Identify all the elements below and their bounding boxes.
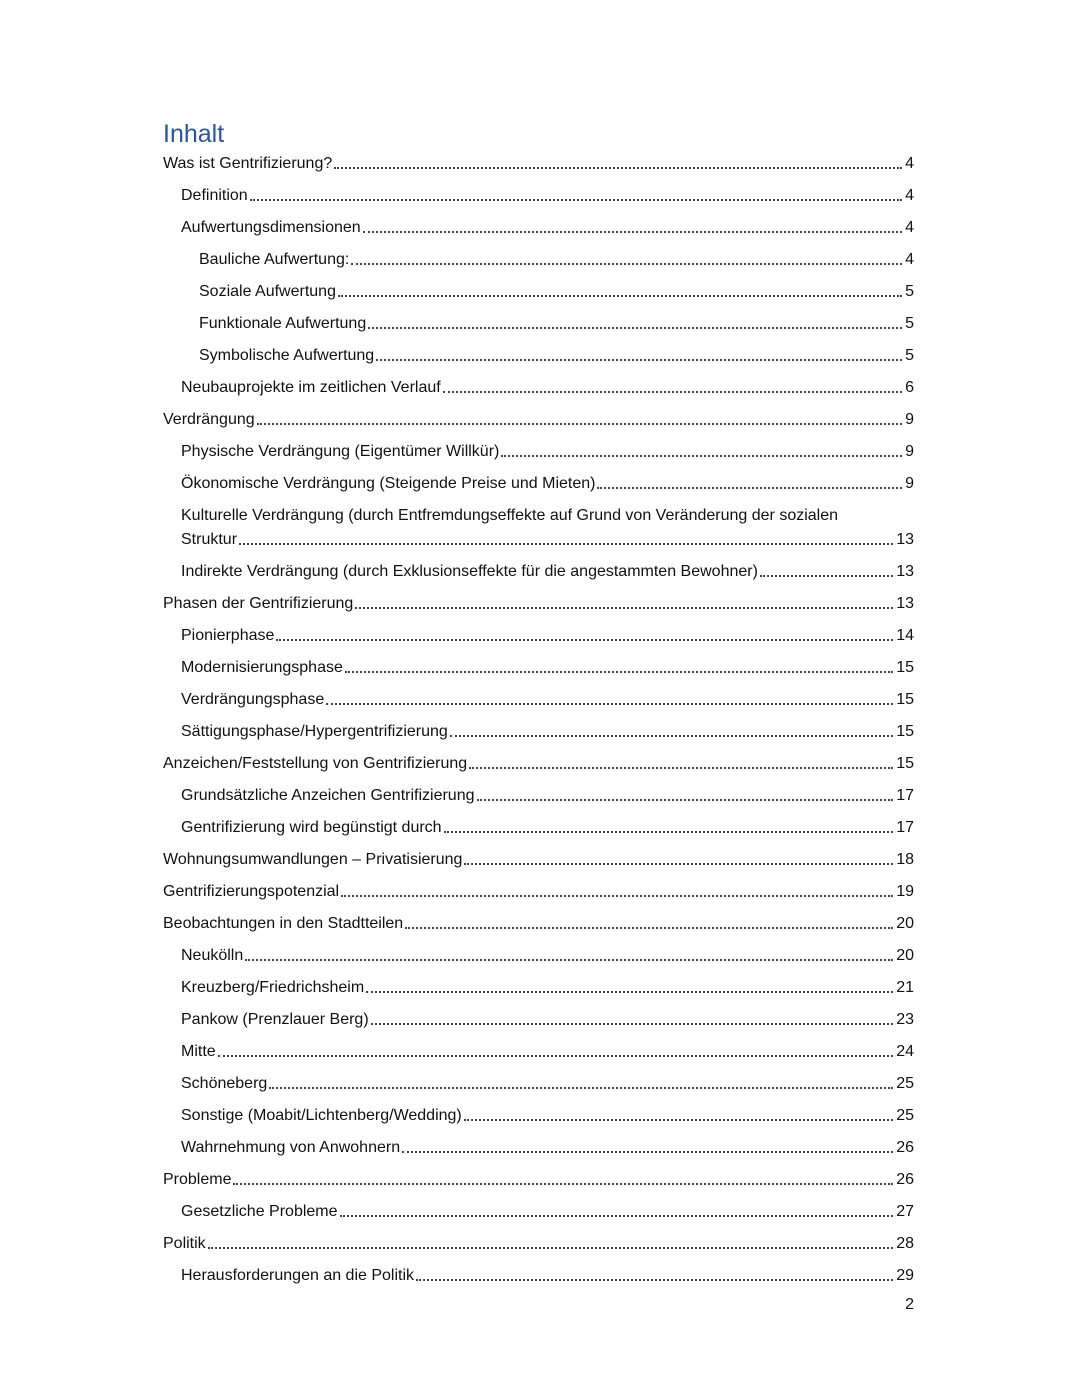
- toc-leader-dots: [326, 703, 893, 705]
- toc-entry[interactable]: [181, 1137, 914, 1159]
- toc-entry-page: 29: [896, 1267, 914, 1284]
- toc-entry-title: Mitte: [181, 1043, 216, 1060]
- toc-entry-title: Politik: [163, 1235, 206, 1252]
- toc-entry-page: 21: [896, 979, 914, 996]
- toc-entry-page: 15: [896, 691, 914, 708]
- toc-entry-page: 28: [896, 1235, 914, 1252]
- toc-leader-dots: [501, 455, 902, 457]
- toc-entry-title: Pionierphase: [181, 627, 275, 644]
- toc-entry[interactable]: [181, 185, 914, 207]
- toc-entry-page: 26: [896, 1171, 914, 1188]
- toc-entry[interactable]: [181, 473, 914, 495]
- toc-leader-dots: [355, 607, 893, 609]
- toc-leader-dots: [269, 1087, 893, 1089]
- toc-entry-title: Wohnungsumwandlungen – Privatisierung: [163, 851, 463, 868]
- toc-leader-dots: [208, 1247, 894, 1249]
- toc-entry-page: 27: [896, 1203, 914, 1220]
- toc-entry-page: 5: [905, 315, 914, 332]
- toc-entry-page: 17: [896, 819, 914, 836]
- toc-entry[interactable]: [163, 881, 914, 903]
- toc-entry-page: 4: [905, 219, 914, 236]
- toc-entry-title: Funktionale Aufwertung: [199, 315, 367, 332]
- toc-entry-title: Wahrnehmung von Anwohnern: [181, 1139, 401, 1156]
- toc-entry[interactable]: [181, 785, 914, 807]
- toc-entry-title: Beobachtungen in den Stadtteilen: [163, 915, 404, 932]
- toc-entry-title: Neubauprojekte im zeitlichen Verlauf: [181, 379, 441, 396]
- toc-leader-dots: [363, 231, 902, 233]
- toc-entry-title: Bauliche Aufwertung:: [199, 251, 350, 268]
- toc-entry[interactable]: [163, 753, 914, 775]
- toc-leader-dots: [469, 767, 893, 769]
- toc-entry-title: Indirekte Verdrängung (durch Exklusionseffekte für die angestammten Bewohner): [181, 563, 758, 580]
- toc-entry-page: 25: [896, 1107, 914, 1124]
- toc-leader-dots: [345, 671, 893, 673]
- toc-entry-title: Verdrängung: [163, 411, 255, 428]
- toc-entry[interactable]: [181, 817, 914, 839]
- toc-entry[interactable]: [181, 977, 914, 999]
- toc-entry[interactable]: [181, 217, 914, 239]
- toc-entry-page: 5: [905, 347, 914, 364]
- toc-entry-page: 15: [896, 659, 914, 676]
- toc-entry-title: Modernisierungsphase: [181, 659, 343, 676]
- toc-leader-dots: [760, 575, 893, 577]
- toc-leader-dots: [464, 1119, 893, 1121]
- toc-entry[interactable]: [181, 721, 914, 743]
- toc-entry-title: Verdrängungsphase: [181, 691, 325, 708]
- toc-entry-title: Soziale Aufwertung: [199, 283, 336, 300]
- toc-entry[interactable]: [163, 409, 914, 431]
- toc-entry[interactable]: [181, 625, 914, 647]
- toc-leader-dots: [477, 799, 894, 801]
- toc-entry-page: 20: [896, 947, 914, 964]
- toc-leader-dots: [276, 639, 893, 641]
- page-number: 2: [905, 1296, 914, 1313]
- toc-entry-page: 19: [896, 883, 914, 900]
- toc-entry[interactable]: [181, 1041, 914, 1063]
- toc-entry-page: 13: [896, 531, 914, 548]
- toc-entry[interactable]: [181, 1265, 914, 1287]
- toc-leader-dots: [245, 959, 893, 961]
- toc-entry[interactable]: [181, 1009, 914, 1031]
- toc-entry-page: 4: [905, 155, 914, 172]
- toc-entry-page: 13: [896, 595, 914, 612]
- toc-entry-page: 9: [905, 475, 914, 492]
- toc-leader-dots: [338, 295, 902, 297]
- toc-entry[interactable]: [163, 1169, 914, 1191]
- toc-entry-page: 24: [896, 1043, 914, 1060]
- toc-entry-page: 6: [905, 379, 914, 396]
- toc-leader-dots: [444, 831, 894, 833]
- toc-leader-dots: [464, 863, 893, 865]
- toc-leader-dots: [218, 1055, 894, 1057]
- toc-entry-page: 26: [896, 1139, 914, 1156]
- toc-entry-title: Herausforderungen an die Politik: [181, 1267, 415, 1284]
- toc-entry-title: Physische Verdrängung (Eigentümer Willkür): [181, 443, 500, 460]
- toc-entry[interactable]: [181, 945, 914, 967]
- toc-leader-dots: [239, 543, 893, 545]
- toc-entry[interactable]: [163, 593, 914, 615]
- toc-entry[interactable]: [163, 1233, 914, 1255]
- toc-entry-title: Grundsätzliche Anzeichen Gentrifizierung: [181, 787, 475, 804]
- toc-leader-dots: [233, 1183, 893, 1185]
- toc-entry-title: Symbolische Aufwertung: [199, 347, 375, 364]
- toc-entry-page: 20: [896, 915, 914, 932]
- toc-leader-dots: [450, 735, 893, 737]
- toc-entry[interactable]: [163, 849, 914, 871]
- toc-leader-dots: [368, 327, 902, 329]
- toc-entry-title: Neukölln: [181, 947, 244, 964]
- toc-entry[interactable]: [199, 249, 914, 271]
- toc-leader-dots: [597, 487, 902, 489]
- toc-entry-title: Sättigungsphase/Hypergentrifizierung: [181, 723, 448, 740]
- toc-entry[interactable]: [199, 345, 914, 367]
- toc-entry-page: 13: [896, 563, 914, 580]
- toc-leader-dots: [376, 359, 902, 361]
- toc-leader-dots: [351, 263, 902, 265]
- toc-entry[interactable]: [181, 1201, 914, 1223]
- toc-entry-title: Pankow (Prenzlauer Berg): [181, 1011, 369, 1028]
- toc-entry-page: 15: [896, 723, 914, 740]
- toc-entry-title: Anzeichen/Feststellung von Gentrifizierung: [163, 755, 468, 772]
- toc-entry[interactable]: [181, 657, 914, 679]
- toc-leader-dots: [366, 991, 893, 993]
- toc-entry-page: 18: [896, 851, 914, 868]
- toc-entry-title: Gesetzliche Probleme: [181, 1203, 338, 1220]
- toc-entry-page: 14: [896, 627, 914, 644]
- toc-entry-title: Gentrifizierung wird begünstigt durch: [181, 819, 442, 836]
- toc-entry-title: Gentrifizierungspotenzial: [163, 883, 340, 900]
- toc-entry[interactable]: [181, 1073, 914, 1095]
- toc-entry-title: Probleme: [163, 1171, 232, 1188]
- toc-entry-page: 4: [905, 251, 914, 268]
- toc-entry-page: 5: [905, 283, 914, 300]
- toc-entry[interactable]: [181, 377, 914, 399]
- toc-entry-title-line1[interactable]: Kulturelle Verdrängung (durch Entfremdungseffekte auf Grund von Veränderung der sozialen: [181, 507, 839, 524]
- toc-leader-dots: [416, 1279, 893, 1281]
- toc-entry-title: Aufwertungsdimensionen: [181, 219, 361, 236]
- toc-entry-page: 9: [905, 443, 914, 460]
- toc-entry-title: Sonstige (Moabit/Lichtenberg/Wedding): [181, 1107, 462, 1124]
- toc-entry-page: 23: [896, 1011, 914, 1028]
- toc-leader-dots: [340, 1215, 894, 1217]
- toc-entry[interactable]: [199, 313, 914, 335]
- toc-entry[interactable]: [181, 529, 914, 551]
- toc-entry[interactable]: [181, 441, 914, 463]
- toc-entry-page: 25: [896, 1075, 914, 1092]
- toc-entry[interactable]: [163, 153, 914, 175]
- toc-entry-page: 4: [905, 187, 914, 204]
- toc-entry-page: 15: [896, 755, 914, 772]
- toc-entry[interactable]: [181, 1105, 914, 1127]
- toc-entry-title: Ökonomische Verdrängung (Steigende Preise und Mieten): [181, 475, 596, 492]
- toc-entry-page: 9: [905, 411, 914, 428]
- toc-entry-title: Definition: [181, 187, 248, 204]
- toc-leader-dots: [334, 167, 902, 169]
- toc-leader-dots: [250, 199, 902, 201]
- toc-leader-dots: [371, 1023, 894, 1025]
- toc-leader-dots: [257, 423, 902, 425]
- toc-entry-title: Schöneberg: [181, 1075, 268, 1092]
- toc-entry[interactable]: [181, 561, 914, 583]
- toc-entry-title: Kreuzberg/Friedrichsheim: [181, 979, 365, 996]
- toc-heading: Inhalt: [163, 120, 225, 148]
- toc-leader-dots: [405, 927, 893, 929]
- toc-entry-title: Was ist Gentrifizierung?: [163, 155, 333, 172]
- toc-entry-title: Phasen der Gentrifizierung: [163, 595, 354, 612]
- toc-leader-dots: [402, 1151, 893, 1153]
- toc-leader-dots: [341, 895, 893, 897]
- toc-leader-dots: [443, 391, 902, 393]
- toc-entry[interactable]: [181, 689, 914, 711]
- toc-entry[interactable]: [163, 913, 914, 935]
- toc-entry[interactable]: [199, 281, 914, 303]
- toc-entry-title: Struktur: [181, 531, 238, 548]
- toc-entry-page: 17: [896, 787, 914, 804]
